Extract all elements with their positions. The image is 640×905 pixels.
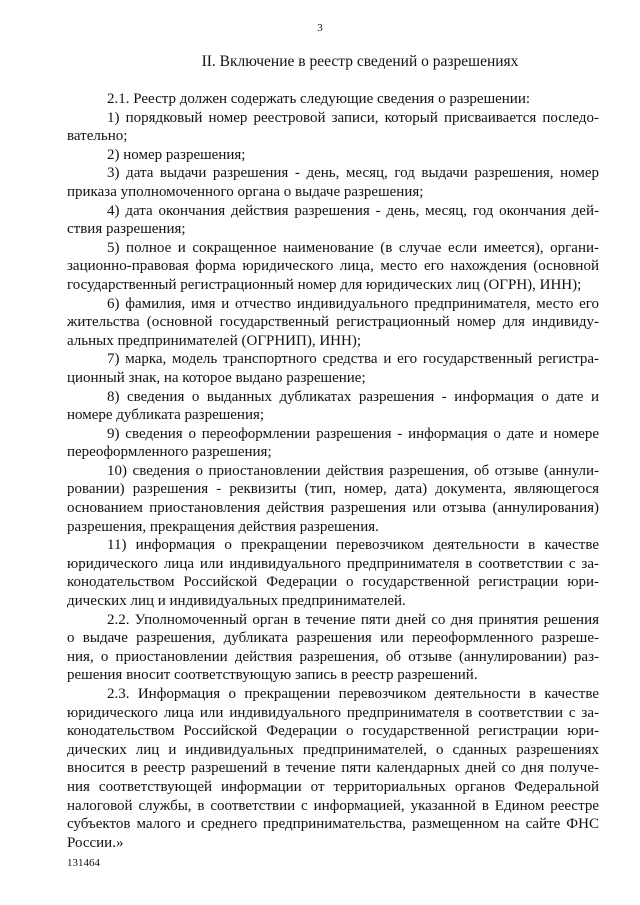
paragraph	[67, 536, 599, 610]
paragraph	[67, 685, 599, 852]
text-line: юридического лица или индивидуального предпринимателя в соответствии с за-	[67, 555, 599, 572]
text-line: России.»	[67, 834, 124, 851]
text-line: основанием приостановления действия разрешения или отзыва (аннулирования)	[67, 500, 599, 517]
paragraph	[67, 202, 599, 239]
text-line: 3) дата выдачи разрешения - день, месяц, год выдачи разрешения, номер	[107, 165, 599, 182]
document-code: 131464	[67, 857, 100, 869]
text-line: жительства (основной государственный регистрационный номер для индивиду-	[67, 314, 599, 331]
paragraph	[67, 90, 599, 109]
text-line: 8) сведения о выданных дубликатах разрешения - информация о дате и	[107, 388, 599, 405]
text-line: разрешения, прекращения действия разрешения.	[67, 518, 379, 535]
text-line: переоформленного разрешения;	[67, 444, 272, 461]
paragraph	[67, 425, 599, 462]
text-line: 2.2. Уполномоченный орган в течение пяти дней со дня принятия решения	[107, 611, 599, 628]
text-line: 2.3. Информация о прекращении перевозчиком деятельности в качестве	[107, 686, 599, 702]
paragraph	[67, 295, 599, 351]
page-number: 3	[317, 22, 323, 34]
text-line: дических лиц и индивидуальных предпринимателей, о сданных разрешениях	[67, 741, 599, 758]
text-line: 11) информация о прекращении перевозчиком деятельности в качестве	[107, 537, 599, 554]
text-line: решения вносит соответствующую запись в реестр разрешений.	[67, 667, 478, 684]
text-line: 2.1. Реестр должен содержать следующие сведения о разрешении:	[107, 91, 531, 107]
text-line: 4) дата окончания действия разрешения - день, месяц, год окончания дей-	[107, 202, 599, 219]
text-line: о выдаче разрешения, дубликата разрешения или переоформленного разреше-	[67, 630, 599, 647]
text-line: ствия разрешения;	[67, 221, 186, 238]
text-line: ционный знак, на которое выдано разрешение;	[67, 369, 366, 386]
paragraph	[67, 146, 599, 165]
paragraph	[67, 462, 599, 536]
text-line: ровании) разрешения - реквизиты (тип, номер, дата) документа, являющегося	[67, 481, 599, 498]
paragraph	[67, 611, 599, 685]
paragraph	[67, 109, 599, 146]
text-line: ния соответствующей информации от территориальных органов Федеральной	[67, 778, 599, 795]
text-line: ния, о приостановлении действия разрешения, об отзыве (аннулировании) раз-	[67, 648, 599, 665]
text-line: 1) порядковый номер реестровой записи, который присваивается последо-	[107, 109, 599, 126]
text-line: 5) полное и сокращенное наименование (в случае если имеется), органи-	[107, 239, 599, 256]
text-line: 2) номер разрешения;	[107, 146, 246, 163]
text-line: вносится в реестр разрешений в течение пяти календарных дней со дня получе-	[67, 760, 599, 777]
text-line: приказа уполномоченного органа о выдаче разрешения;	[67, 183, 424, 200]
text-line: вательно;	[67, 128, 128, 145]
text-line: государственный регистрационный номер для юридических лиц (ОГРН), ИНН);	[67, 276, 582, 293]
text-line: конодательством Российской Федерации о государственной регистрации юри-	[67, 574, 599, 591]
text-line: 9) сведения о переоформлении разрешения - информация о дате и номере	[107, 425, 599, 442]
text-line: конодательством Российской Федерации о государственной регистрации юри-	[67, 723, 599, 740]
paragraph	[67, 164, 599, 201]
text-line: 6) фамилия, имя и отчество индивидуального предпринимателя, место его	[107, 295, 599, 312]
document-body	[67, 90, 599, 852]
paragraph	[67, 388, 599, 425]
text-line: альных предпринимателей (ОГРНИП), ИНН);	[67, 332, 361, 349]
text-line: 10) сведения о приостановлении действия разрешения, об отзыве (аннули-	[107, 462, 599, 479]
text-line: зационно-правовая форма юридического лица, место его нахождения (основной	[67, 258, 599, 275]
text-line: субъектов малого и среднего предпринимательства, размещенном на сайте ФНС	[67, 816, 599, 833]
text-line: 7) марка, модель транспортного средства и его государственный регистра-	[107, 351, 599, 368]
paragraph	[67, 239, 599, 295]
text-line: налоговой службы, в соответствии с информацией, указанной в Едином реестре	[67, 797, 599, 814]
text-line: номере дубликата разрешения;	[67, 407, 265, 424]
text-line: юридического лица или индивидуального предпринимателя в соответствии с за-	[67, 704, 599, 721]
text-line: дических лиц и индивидуальных предпринимателей.	[67, 593, 406, 610]
paragraph	[67, 350, 599, 387]
section-title: II. Включение в реестр сведений о разрешениях	[201, 53, 519, 70]
